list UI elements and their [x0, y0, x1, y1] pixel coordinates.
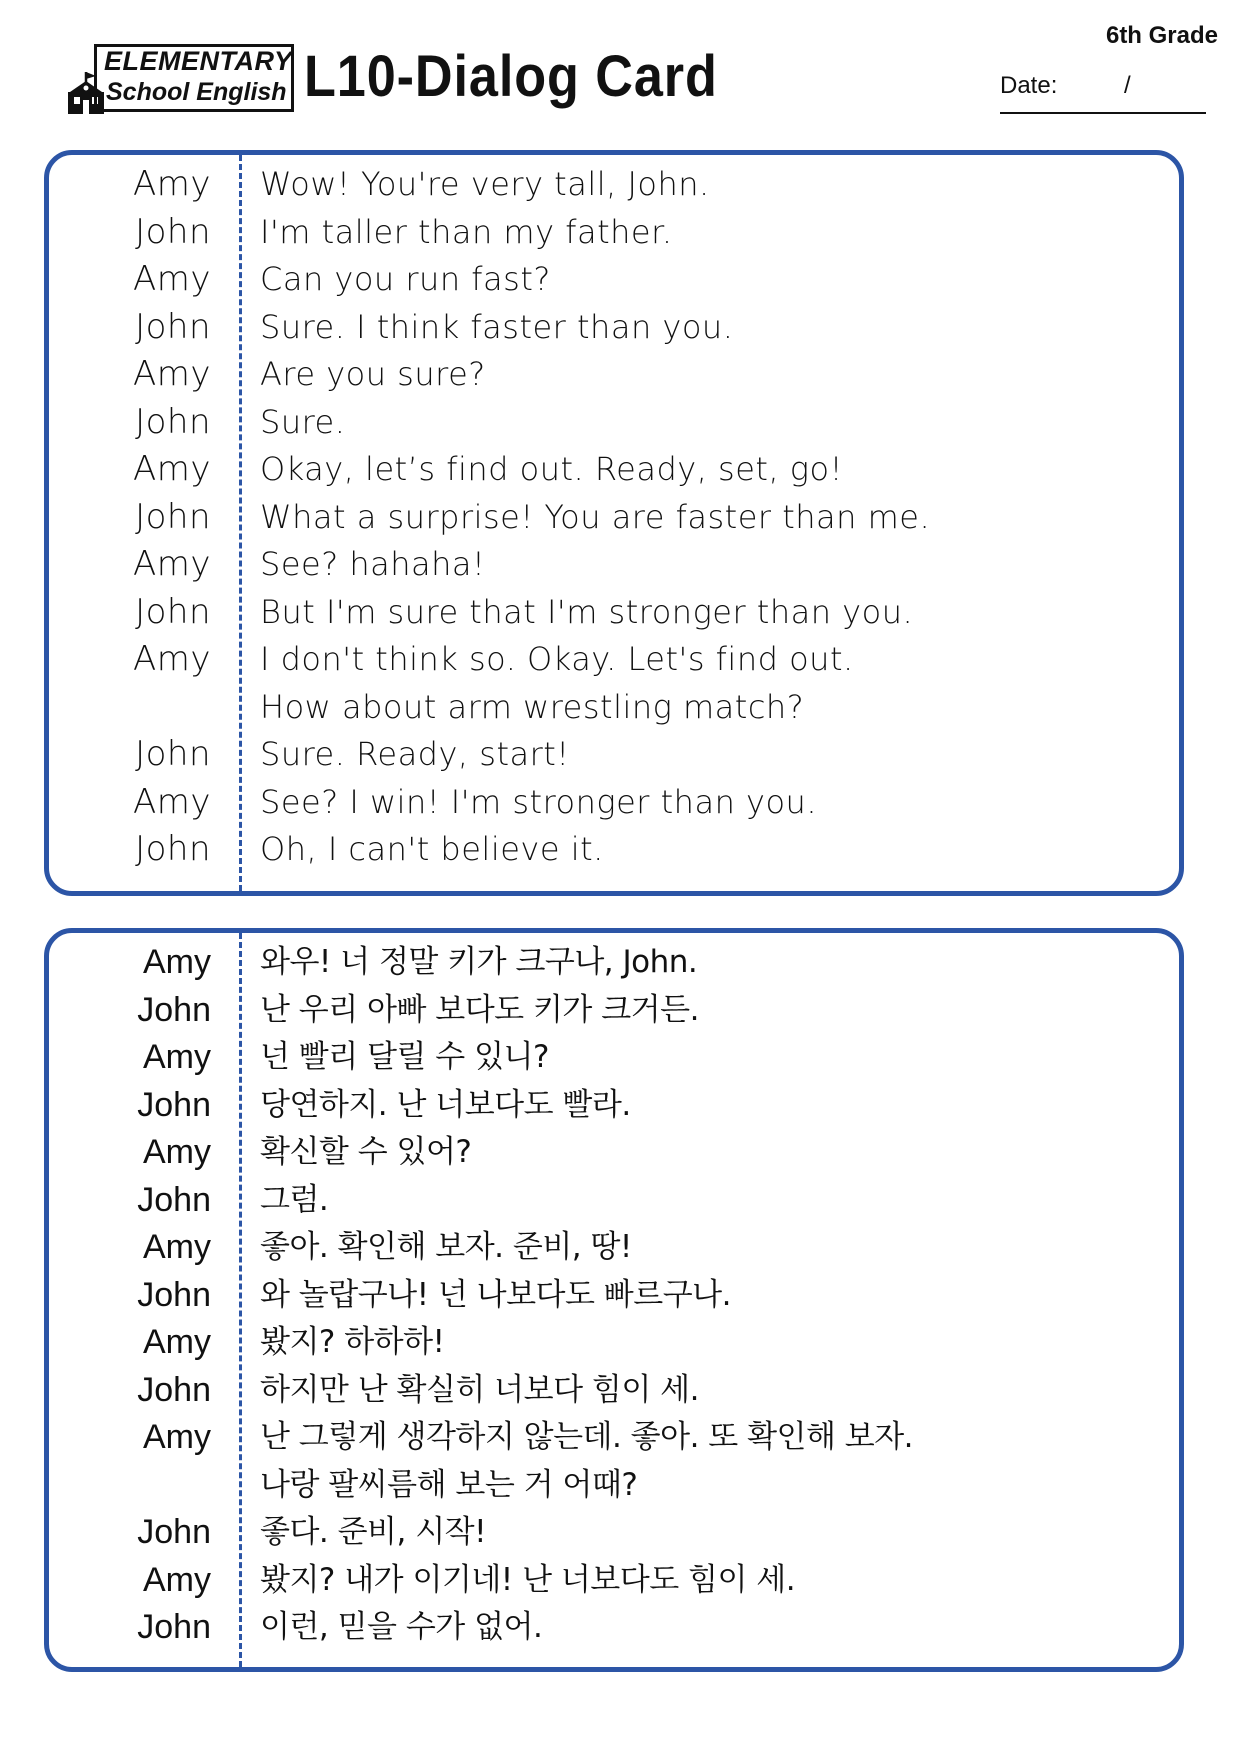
dialog-text: Oh, I can't believe it.: [260, 830, 604, 868]
dialog-line: [49, 1367, 1179, 1415]
dialog-line: [49, 1034, 1179, 1082]
dialog-line: [49, 1604, 1179, 1652]
dialog-text: 이런, 믿을 수가 없어.: [260, 1609, 543, 1645]
dialog-line: [49, 351, 1179, 399]
dialog-line: [49, 304, 1179, 352]
speaker-name: John: [135, 591, 211, 632]
dialog-line: [49, 399, 1179, 447]
speaker-name: Amy: [143, 1418, 211, 1456]
speaker-name: Amy: [143, 1133, 211, 1171]
logo: [64, 42, 300, 114]
speaker-name: Amy: [133, 354, 211, 394]
speaker-name: John: [137, 1085, 211, 1124]
dialog-line: [49, 1509, 1179, 1557]
dialog-text: 하지만 난 확실히 너보다 힘이 세.: [260, 1371, 699, 1408]
dialog-text: 좋다. 준비, 시작!: [260, 1514, 487, 1550]
dialog-text: Are you sure?: [260, 355, 486, 393]
dialog-line: [49, 161, 1179, 209]
dialog-line: [49, 1557, 1179, 1605]
dialog-text: 와 놀랍구나! 넌 나보다도 빠르구나.: [260, 1276, 731, 1313]
dialog-text: See? hahaha!: [260, 545, 486, 583]
date-field[interactable]: [1000, 70, 1206, 114]
dialog-text: 난 그렇게 생각하지 않는데. 좋아. 또 확인해 보자.: [260, 1419, 914, 1455]
dialog-line: [49, 446, 1179, 494]
dialog-line: [49, 209, 1179, 257]
dialog-text: Can you run fast?: [260, 260, 551, 298]
dialog-line: [49, 684, 1179, 732]
english-dialog-card: [44, 150, 1184, 896]
dialog-line: [49, 541, 1179, 589]
dialog-line: [49, 731, 1179, 779]
dialog-text: Wow! You're very tall, John.: [260, 165, 710, 203]
speaker-name: John: [135, 306, 211, 347]
speaker-name: John: [137, 1370, 211, 1409]
speaker-name: John: [135, 401, 211, 442]
grade-label: 6th Grade: [1105, 22, 1218, 49]
speaker-name: John: [135, 211, 211, 252]
dialog-text: 와우! 너 정말 키가 크구나, John.: [260, 944, 698, 980]
dialog-line: [49, 939, 1179, 987]
dialog-line: [49, 494, 1179, 542]
dialog-text: 당연하지. 난 너보다도 빨라.: [260, 1086, 631, 1123]
speaker-name: Amy: [133, 259, 211, 299]
dialog-text: I'm taller than my father.: [260, 212, 673, 251]
dialog-text: How about arm wrestling match?: [260, 687, 805, 726]
speaker-name: John: [137, 1608, 211, 1646]
dialog-text: 봤지? 하하하!: [260, 1324, 445, 1360]
dialog-text: Okay, let’s find out. Ready, set, go!: [260, 450, 843, 488]
speaker-name: Amy: [133, 164, 211, 204]
speaker-name: Amy: [143, 1228, 211, 1266]
speaker-name: John: [135, 829, 211, 869]
dialog-line: [49, 1414, 1179, 1462]
dialog-line: [49, 256, 1179, 304]
speaker-name: John: [137, 990, 211, 1029]
korean-dialog-card: [44, 928, 1184, 1672]
dialog-line: [49, 589, 1179, 637]
speaker-name: John: [135, 734, 211, 774]
dialog-line: [49, 1462, 1179, 1510]
date-separator: /: [1124, 72, 1131, 99]
dialog-line: [49, 1224, 1179, 1272]
date-label: Date:: [1000, 72, 1058, 99]
dialog-line: [49, 1177, 1179, 1225]
speaker-name: John: [135, 496, 211, 537]
korean-dialog-lines: [49, 939, 1179, 1652]
speaker-name: Amy: [133, 544, 211, 584]
dialog-text: 넌 빨리 달릴 수 있니?: [260, 1039, 549, 1075]
dialog-text: 그럼.: [260, 1181, 329, 1218]
english-dialog-lines: [49, 161, 1179, 874]
dialog-text: 봤지? 내가 이기네! 난 너보다도 힘이 세.: [260, 1561, 796, 1598]
dialog-text: What a surprise! You are faster than me.: [260, 497, 931, 536]
dialog-line: [49, 779, 1179, 827]
dialog-line: [49, 1319, 1179, 1367]
logo-text-school-english: School English: [106, 78, 287, 106]
speaker-name: Amy: [143, 1038, 211, 1076]
speaker-name: Amy: [143, 1560, 211, 1599]
speaker-name: John: [137, 1275, 211, 1314]
dialog-text: 좋아. 확인해 보자. 준비, 땅!: [260, 1229, 632, 1265]
dialog-text: But I'm sure that I'm stronger than you.: [260, 592, 914, 631]
dialog-line: [49, 1082, 1179, 1130]
dialog-text: 나랑 팔씨름해 보는 거 어때?: [260, 1466, 638, 1503]
speaker-name: Amy: [133, 449, 211, 489]
speaker-name: Amy: [143, 1323, 211, 1361]
dialog-text: 난 우리 아빠 보다도 키가 크거든.: [260, 991, 699, 1028]
dialog-text: 확신할 수 있어?: [260, 1134, 472, 1170]
logo-text-elementary: ELEMENTARY: [104, 46, 293, 76]
dialog-text: Sure.: [260, 402, 346, 441]
dialog-line: [49, 1272, 1179, 1320]
dialog-text: See? I win! I'm stronger than you.: [260, 782, 817, 821]
page-title: L10-Dialog Card: [304, 44, 718, 109]
speaker-name: Amy: [143, 943, 211, 981]
dialog-line: [49, 987, 1179, 1035]
dialog-line: [49, 826, 1179, 874]
dialog-text: I don't think so. Okay. Let's find out.: [260, 640, 854, 678]
speaker-name: Amy: [133, 781, 211, 822]
dialog-line: [49, 636, 1179, 684]
dialog-line: [49, 1129, 1179, 1177]
speaker-name: Amy: [133, 639, 211, 679]
speaker-name: John: [137, 1513, 211, 1551]
dialog-text: Sure. I think faster than you.: [260, 307, 734, 346]
dialog-text: Sure. Ready, start!: [260, 735, 570, 773]
speaker-name: John: [137, 1180, 211, 1219]
